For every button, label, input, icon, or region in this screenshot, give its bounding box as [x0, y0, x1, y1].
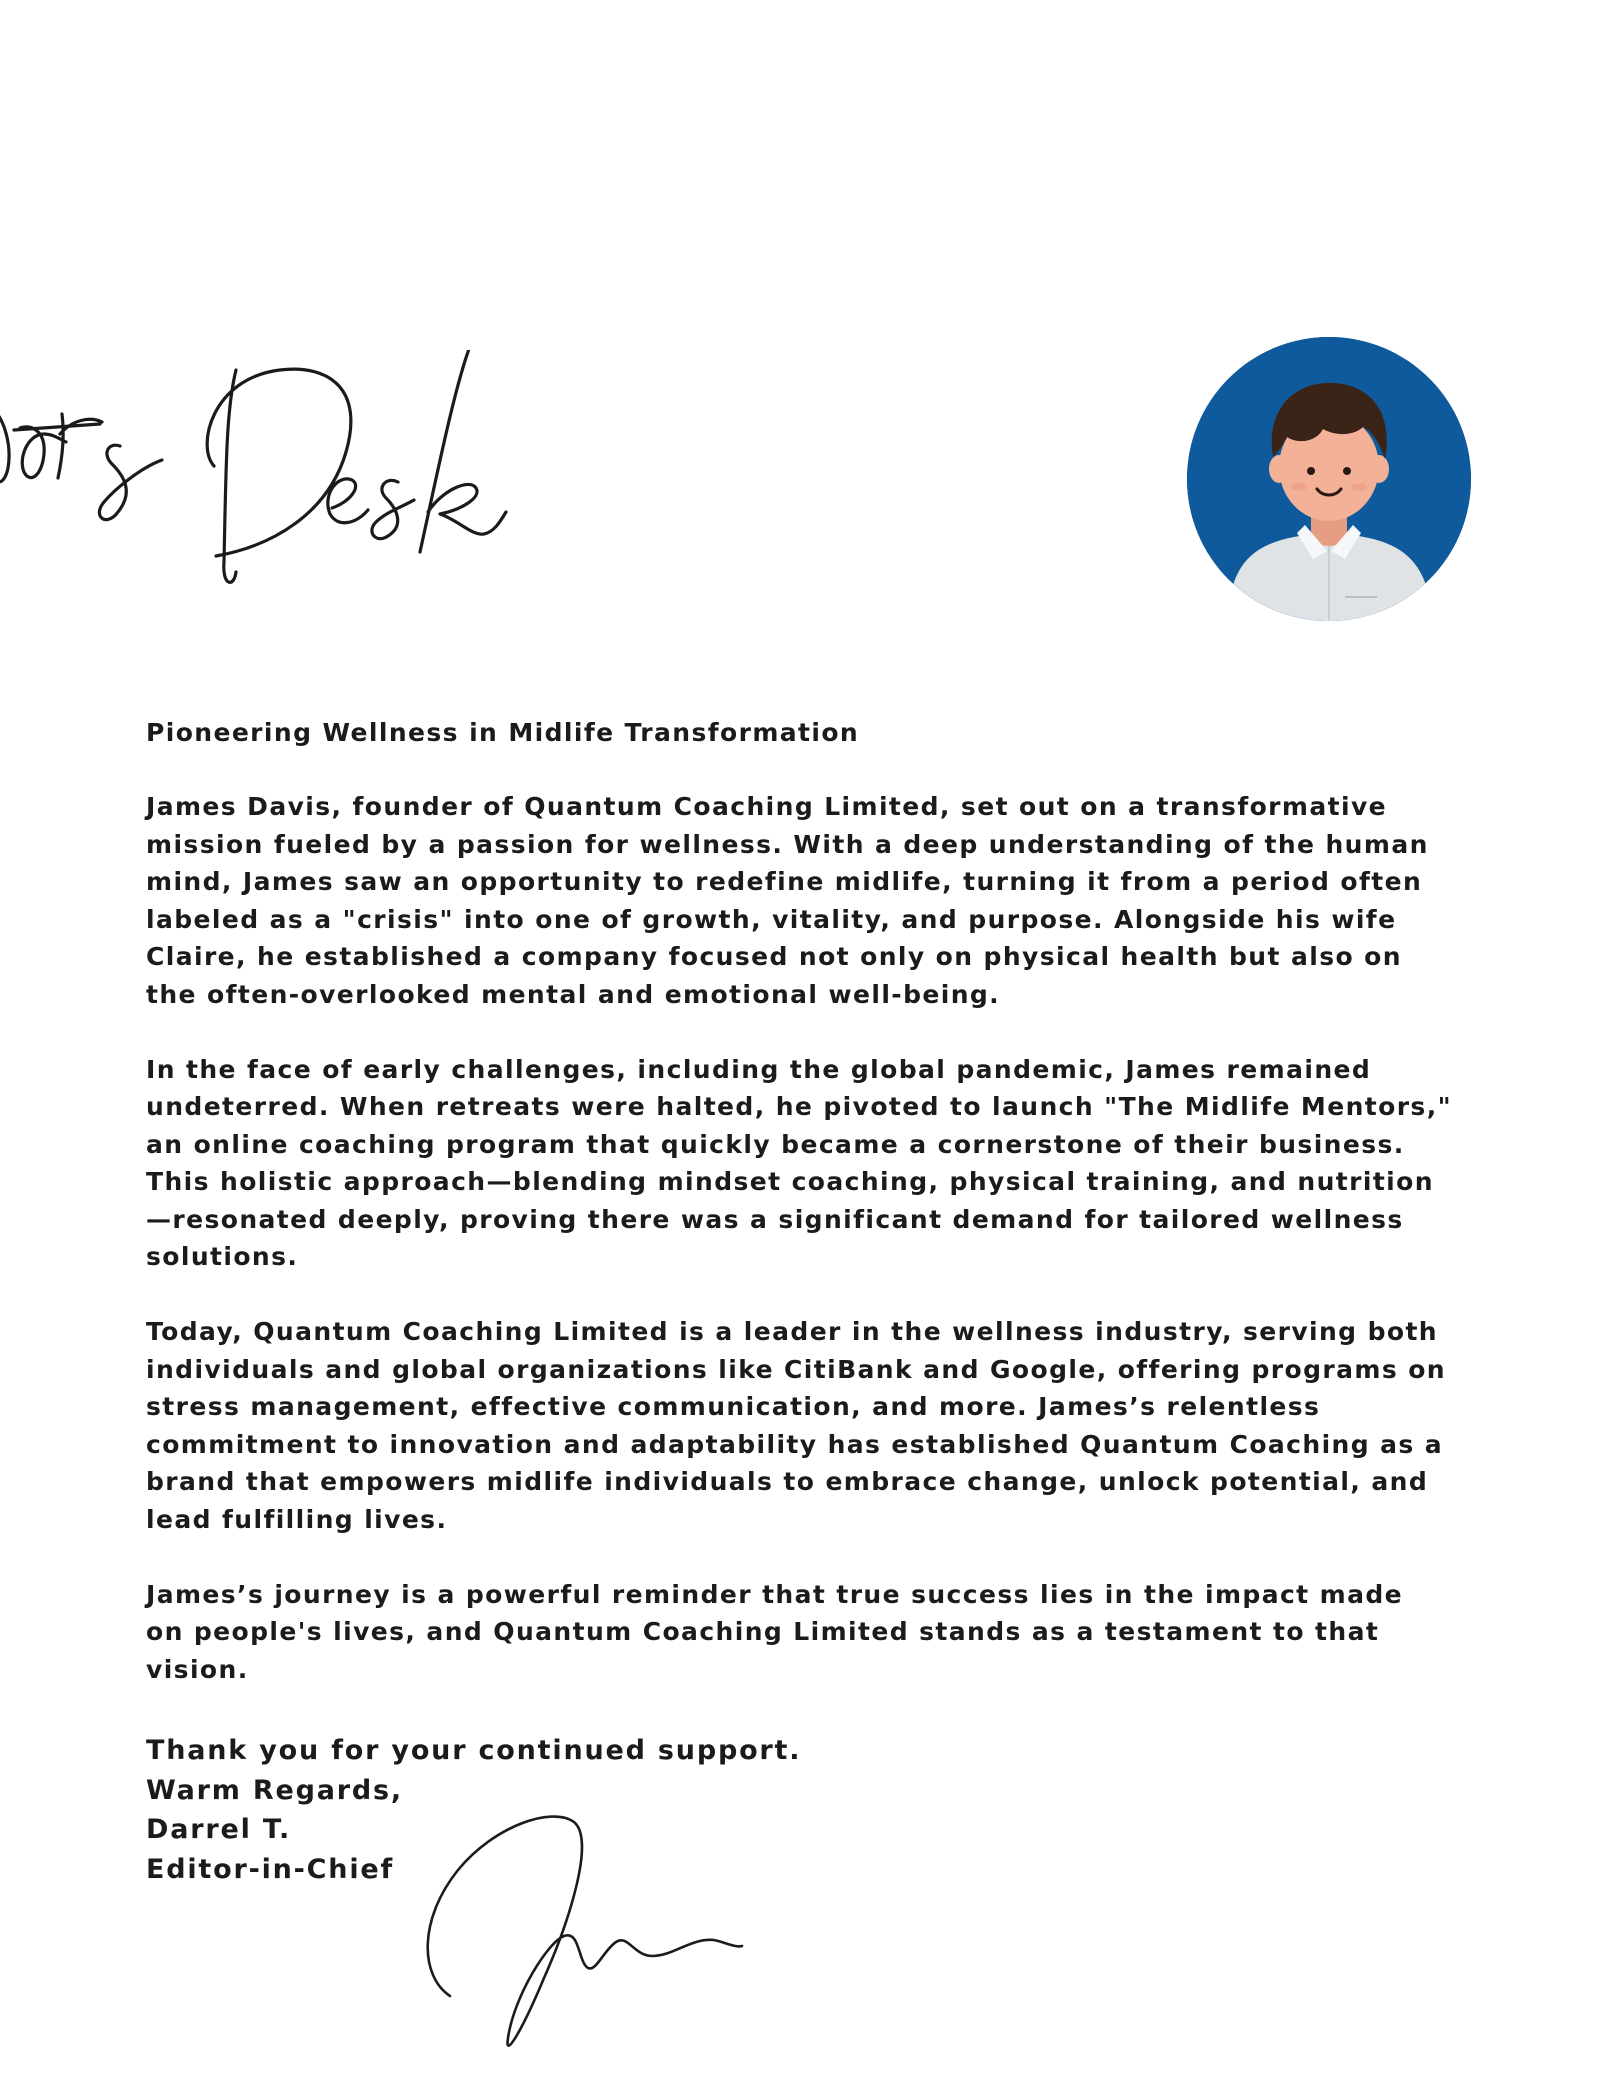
paragraph-line: mission fueled by a passion for wellness. With a deep understanding of the human — [146, 829, 1429, 859]
handwritten-signature — [420, 1800, 760, 2060]
signoff-thanks: Thank you for your continued support. — [146, 1735, 802, 1766]
editors-desk-heading — [0, 350, 520, 610]
signoff-name: Darrel T. — [146, 1814, 292, 1845]
paragraph-line: James Davis, founder of Quantum Coaching Limited, set out on a transformative — [146, 792, 1388, 821]
article-body — [146, 714, 1546, 1726]
paragraph-line: labeled as a "crisis" into one of growth, vitality, and purpose. Alongside his wife — [146, 904, 1397, 934]
article-paragraph-4 — [146, 1576, 1546, 1689]
paragraph-line: vision. — [146, 1654, 249, 1684]
paragraph-line: This holistic approach—blending mindset coaching, physical training, and nutrition — [146, 1167, 1434, 1196]
paragraph-line: lead fulfilling lives. — [146, 1504, 448, 1534]
signoff-regards: Warm Regards, — [146, 1774, 403, 1806]
paragraph-line: In the face of early challenges, including the global pandemic, James remained — [146, 1054, 1372, 1084]
paragraph-line: commitment to innovation and adaptability has established Quantum Coaching as a — [146, 1429, 1444, 1459]
article-headline: Pioneering Wellness in Midlife Transformation — [146, 718, 860, 747]
article-paragraph-3 — [146, 1313, 1546, 1538]
paragraph-line: James’s journey is a powerful reminder that true success lies in the impact made — [146, 1579, 1404, 1609]
paragraph-line: —resonated deeply, proving there was a significant demand for tailored wellness — [146, 1204, 1404, 1234]
paragraph-line: Claire, he established a company focused not only on physical health but also on — [146, 942, 1402, 971]
paragraph-line: the often-overlooked mental and emotional well-being. — [146, 979, 1001, 1009]
paragraph-line: an online coaching program that quickly became a cornerstone of their business. — [146, 1129, 1405, 1159]
paragraph-line: mind, James saw an opportunity to redefine midlife, turning it from a period often — [146, 867, 1423, 896]
signoff-title: Editor-in-Chief — [146, 1853, 395, 1885]
paragraph-line: individuals and global organizations like CitiBank and Google, offering programs on — [146, 1354, 1446, 1384]
paragraph-line: Today, Quantum Coaching Limited is a leader in the wellness industry, serving both — [146, 1317, 1438, 1346]
paragraph-line: on people's lives, and Quantum Coaching Limited stands as a testament to that — [146, 1617, 1380, 1646]
person-avatar-icon — [1187, 337, 1471, 621]
paragraph-line: stress management, effective communication, and more. James’s relentless — [146, 1392, 1321, 1421]
article-paragraph-1 — [146, 788, 1546, 1013]
article-paragraph-2 — [146, 1051, 1546, 1276]
paragraph-line: solutions. — [146, 1242, 299, 1271]
paragraph-line: undeterred. When retreats were halted, he pivoted to launch "The Midlife Mentors," — [146, 1092, 1453, 1121]
paragraph-line: brand that empowers midlife individuals to embrace change, unlock potential, and — [146, 1467, 1429, 1496]
